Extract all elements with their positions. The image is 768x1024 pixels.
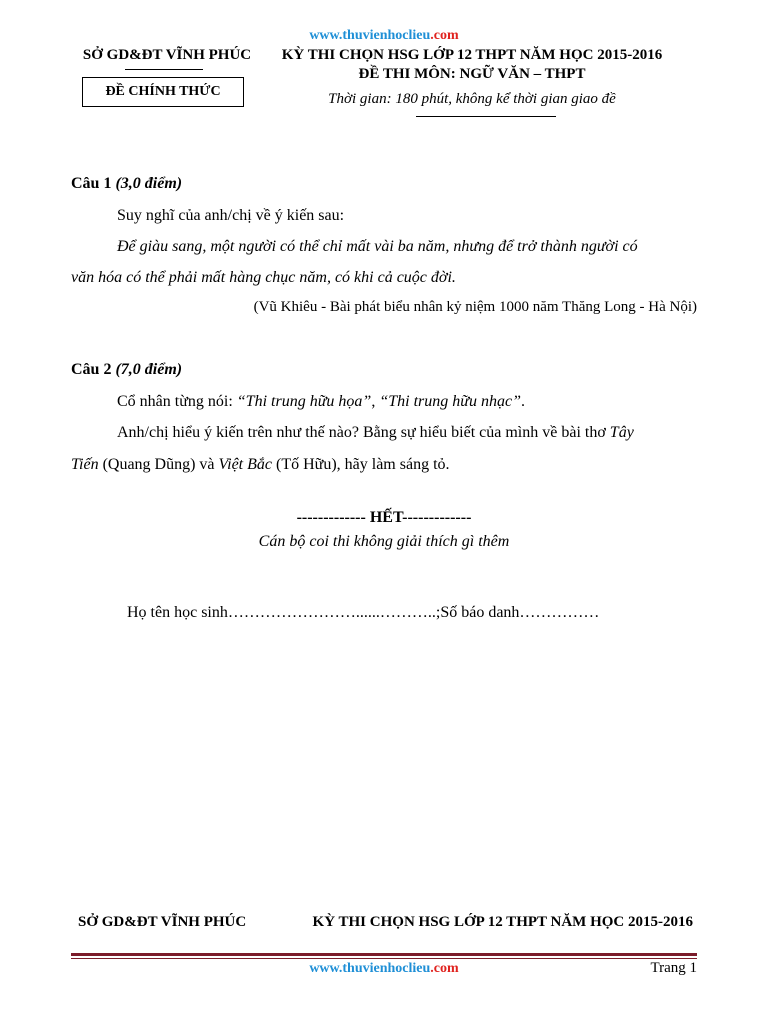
q2-quote-painting: “Thi trung hữu họa” [236,393,372,410]
proctor-note: Cán bộ coi thi không giải thích gì thêm [258,533,510,550]
footer-rule-thick [71,953,697,956]
exam-subject: ĐỀ THI MÔN: NGỮ VĂN – THPT [358,66,586,82]
q2-line2: Anh/chị hiểu ý kiến trên như thế nào? Bằng sự hiểu biết của mình về bài thơ Tây [117,424,634,441]
footer-department: SỞ GD&ĐT VĨNH PHÚC [78,914,247,930]
q2-points: (7,0 điểm) [115,361,183,378]
q2-poem-viet-bac: Việt Bắc [218,456,272,473]
q1-source: (Vũ Khiêu - Bài phát biểu nhân kỷ niệm 1000 năm Thăng Long - Hà Nội) [253,299,697,315]
q2-line3: Tiến (Quang Dũng) và Việt Bắc (Tố Hữu), hãy làm sáng tỏ. [71,456,450,473]
footer-site-link[interactable]: www.thuvienhoclieu.com [309,961,459,976]
q2-line1: Cổ nhân từng nói: “Thi trung hữu họa”, “Thi trung hữu nhạc”. [117,393,525,410]
q1-points: (3,0 điểm) [115,175,183,192]
footer-exam-title: KỲ THI CHỌN HSG LỚP 12 THPT NĂM HỌC 2015-2016 [312,914,693,930]
q2-poem-tien: Tiến [71,456,99,473]
q1-quote-line1: Để giàu sang, một người có thể chỉ mất vài ba năm, nhưng để trở thành người có [117,238,638,255]
q1-heading [71,175,182,193]
q1-prompt: Suy nghĩ của anh/chị về ý kiến sau: [117,207,345,224]
time-underline [416,116,556,117]
q2-poem-tay: Tây [609,424,634,441]
department-underline [125,69,203,70]
top-site-link[interactable]: www.thuvienhoclieu.com [309,28,459,43]
official-label: ĐỀ CHÍNH THỨC [105,84,221,99]
student-info-line: Họ tên học sinh……………………......………..;Số báo danh…………… [127,604,600,621]
q1-quote-line2: văn hóa có thể phải mất hàng chục năm, có khi cả cuộc đời. [71,269,456,286]
q2-quote-music: “Thi trung hữu nhạc” [379,393,521,410]
page-number: Trang 1 [650,960,697,976]
exam-time: Thời gian: 180 phút, không kể thời gian giao đề [328,91,616,107]
official-label-box [82,77,244,107]
q1-label: Câu 1 [71,175,112,192]
q2-label: Câu 2 [71,361,112,378]
end-marker: ------------- HẾT------------- [296,509,472,526]
department-name: SỞ GD&ĐT VĨNH PHÚC [82,47,252,63]
exam-title: KỲ THI CHỌN HSG LỚP 12 THPT NĂM HỌC 2015-2016 [281,47,663,63]
footer-rule-thin [71,958,697,959]
q2-heading [71,361,182,379]
